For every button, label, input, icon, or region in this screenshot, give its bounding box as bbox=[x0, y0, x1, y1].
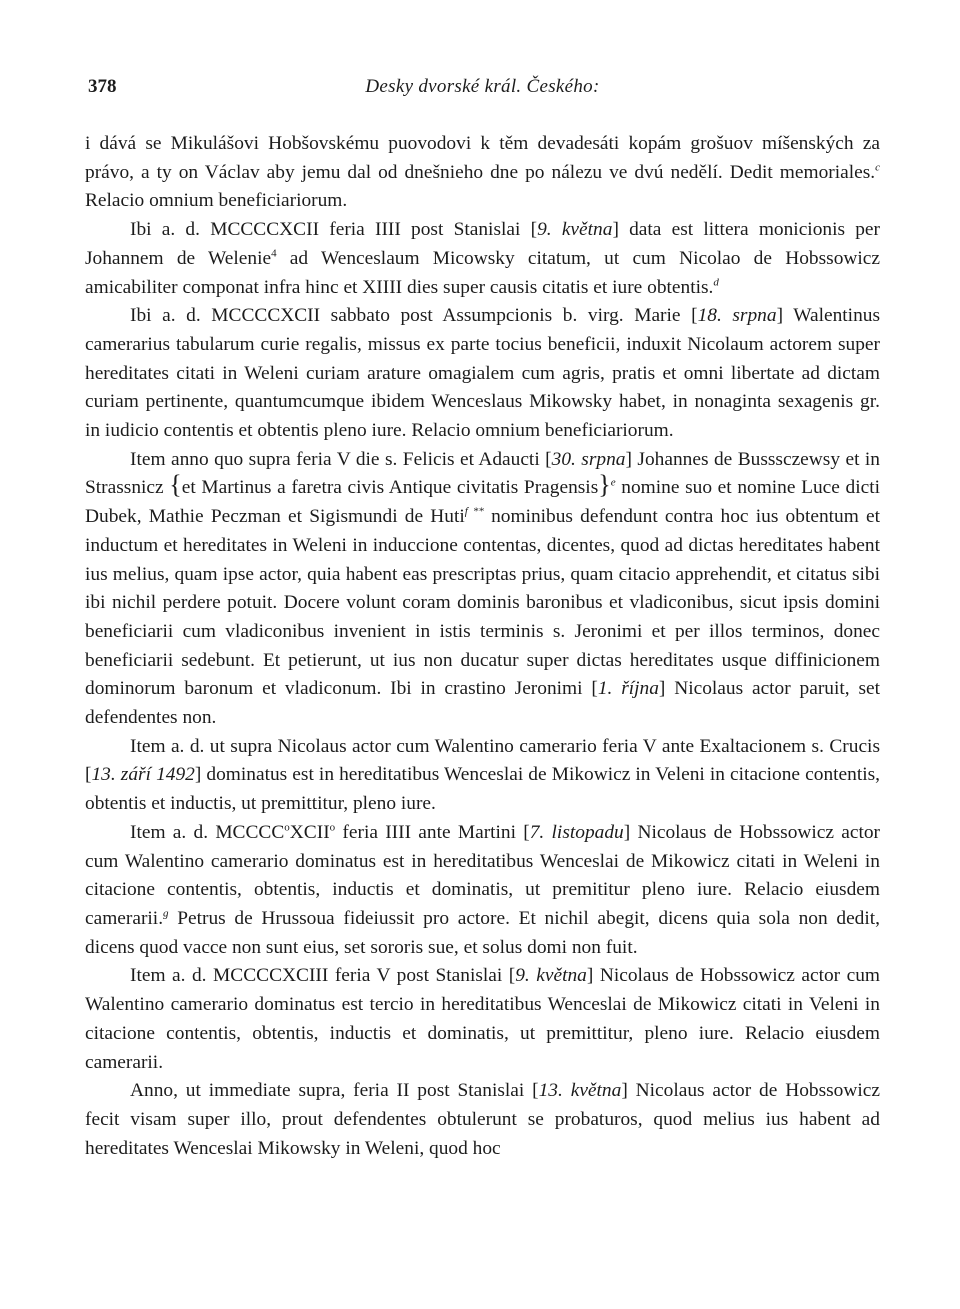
text-run: ] Nicolaus actor de Hobssowicz fecit visam super illo, prout defendentes obtulerunt se probaturos, quod melius ius habent ad hereditates Wenceslai Mikowsky in Weleni, quod hoc bbox=[85, 1080, 880, 1159]
date-annotation: 13. září 1492 bbox=[91, 764, 195, 786]
footnote-marker: o bbox=[284, 821, 290, 834]
footnote-marker: o bbox=[329, 821, 336, 834]
paragraph bbox=[85, 302, 880, 446]
date-annotation: 7. listopadu bbox=[529, 821, 624, 843]
running-title: Desky dvorské král. Českého: bbox=[365, 76, 600, 97]
text-run: i dává se Mikulášovi Hobšovskému puovodovi k těm devadesáti kopám grošuov míšenských za právo, a ty on Václav aby jemu dal od dnešnieho dne po nálezu ve dvú nedělí. Dedit memoriales. bbox=[85, 133, 880, 183]
text-run: Item a. d. MCCCC bbox=[130, 821, 285, 843]
footnote-marker: 4 bbox=[271, 247, 277, 260]
footnote-marker: e bbox=[610, 476, 616, 489]
footnote-marker: f ** bbox=[464, 505, 484, 518]
text-run: nomine suo et nomine Luce dicti Dubek, Mathie Peczman et Sigismundi de Huti bbox=[85, 477, 880, 528]
paragraph bbox=[85, 733, 880, 819]
paragraph bbox=[85, 446, 880, 733]
footnote-marker: c bbox=[875, 161, 880, 174]
text-run: XCII bbox=[289, 821, 330, 843]
date-annotation: 30. srpna bbox=[551, 448, 626, 470]
paragraph bbox=[85, 216, 880, 302]
text-run: ] Nicolaus actor paruit, set defendentes non. bbox=[85, 678, 880, 729]
text-run: Anno, ut immediate supra, feria II post Stanislai [ bbox=[130, 1080, 539, 1102]
brace-mark: } bbox=[598, 470, 611, 500]
brace-mark: { bbox=[169, 470, 182, 500]
text-run: Ibi a. d. MCCCCXCII feria IIII post Stanislai [ bbox=[130, 219, 538, 241]
text-run: ] Nicolaus de Hobssowicz actor cum Walentino camerario dominatus est tercio in hereditatibus Wenceslai de Mikowicz citati in Veleni in citacione contentis, obtentis, inductis et dominatis, ut premittitur, pleno iure. Relacio eiusdem camerarii. bbox=[85, 965, 880, 1073]
text-run: Relacio omnium beneficiariorum. bbox=[85, 190, 348, 212]
text-run: Item anno quo supra feria V die s. Felicis et Adaucti [ bbox=[130, 448, 552, 470]
text-run: ] Johannes de Busssczewsy et in Strassnicz bbox=[85, 448, 880, 499]
text-run: ] dominatus est in hereditatibus Wenceslai de Mikowicz in Veleni in citacione contentis, obtentis et inductis, ut premittitur, pleno iure. bbox=[85, 764, 880, 815]
text-run: Item a. d. MCCCCXCIII feria V post Stanislai [ bbox=[130, 965, 516, 987]
date-annotation: 13. května bbox=[538, 1080, 622, 1102]
paragraph bbox=[85, 819, 880, 963]
date-annotation: 1. října bbox=[597, 678, 659, 700]
text-run: feria IIII ante Martini [ bbox=[335, 821, 530, 843]
document-page bbox=[85, 72, 880, 1163]
text-run: ] data est littera monicionis per Johannem de Welenie bbox=[85, 219, 880, 269]
text-run: Item a. d. ut supra Nicolaus actor cum Walentino camerario feria V ante Exaltacionem s. Crucis [ bbox=[85, 735, 880, 786]
date-annotation: 9. května bbox=[537, 219, 613, 241]
date-annotation: 18. srpna bbox=[697, 305, 777, 327]
page-header bbox=[85, 72, 880, 108]
paragraph bbox=[85, 962, 880, 1077]
text-run: Petrus de Hrussoua fideiussit pro actore. Et nichil abegit, dicens quia sola non dedit, dicens quod vacce non sunt eius, set sororis sue, et solus domi non fuit. bbox=[85, 907, 880, 958]
text-run: ad Wenceslaum Micowsky citatum, ut cum Nicolao de Hobssowicz amicabiliter componat infra hinc et XIIII dies super causis citatis et iure obtentis. bbox=[85, 247, 880, 298]
text-run: et Martinus a faretra civis Antique civitatis Pragensis bbox=[181, 477, 599, 499]
page-number: 378 bbox=[88, 76, 117, 97]
footnote-marker: d bbox=[713, 276, 719, 289]
footnote-marker: g bbox=[163, 907, 169, 920]
text-run: ] Walentinus camerarius tabularum curie regalis, missus ex parte tocius beneficii, induxit Nicolaum actorem super hereditates citati in Weleni curiam arature omagialem cum agris, pratis et omni libertate ad dictam curiam pertinente, quantumcumque ibidem Wenceslaus Mikowsky habet, in nonaginta sexagenis gr. in iudicio contentis et obtentis pleno iure. Relacio omnium beneficiariorum. bbox=[85, 305, 881, 442]
text-run: ] Nicolaus de Hobssowicz actor cum Walentino camerario dominatus est in hereditatibus Wenceslai de Mikowicz citati in Weleni in citacione contentis, obtentis, inductis et dominatis, ut premititur pleno iure. Relacio eiusdem camerarii. bbox=[85, 821, 881, 929]
paragraph bbox=[85, 130, 880, 216]
paragraph bbox=[85, 1077, 880, 1163]
text-run: Ibi a. d. MCCCCXCII sabbato post Assumpcionis b. virg. Marie [ bbox=[130, 305, 698, 327]
text-run: nominibus defendunt contra hoc ius obtentum et inductum et hereditates in Weleni in induccione contentas, dicentes, quod ad dictas hereditates habent ius melius, quam ipse actor, quia habent eas prescriptas prius, quam citacio apprehendit, et citatus sibi ibi nichil perdere potuit. Docere volunt coram dominis baronibus et vladiconibus, sicut ipsis domini beneficiarii cum vladiconibus invenient in istis terminis s. Jeronimi et per illos terminos, donec beneficiarii sedebunt. Et petierunt, ut ius non ducatur super dictas hereditates usque diffinicionem dominorum baronum et vladiconum. Ibi in crastino Jeronimi [ bbox=[85, 506, 880, 700]
date-annotation: 9. května bbox=[515, 965, 587, 987]
document-body bbox=[85, 130, 880, 1163]
